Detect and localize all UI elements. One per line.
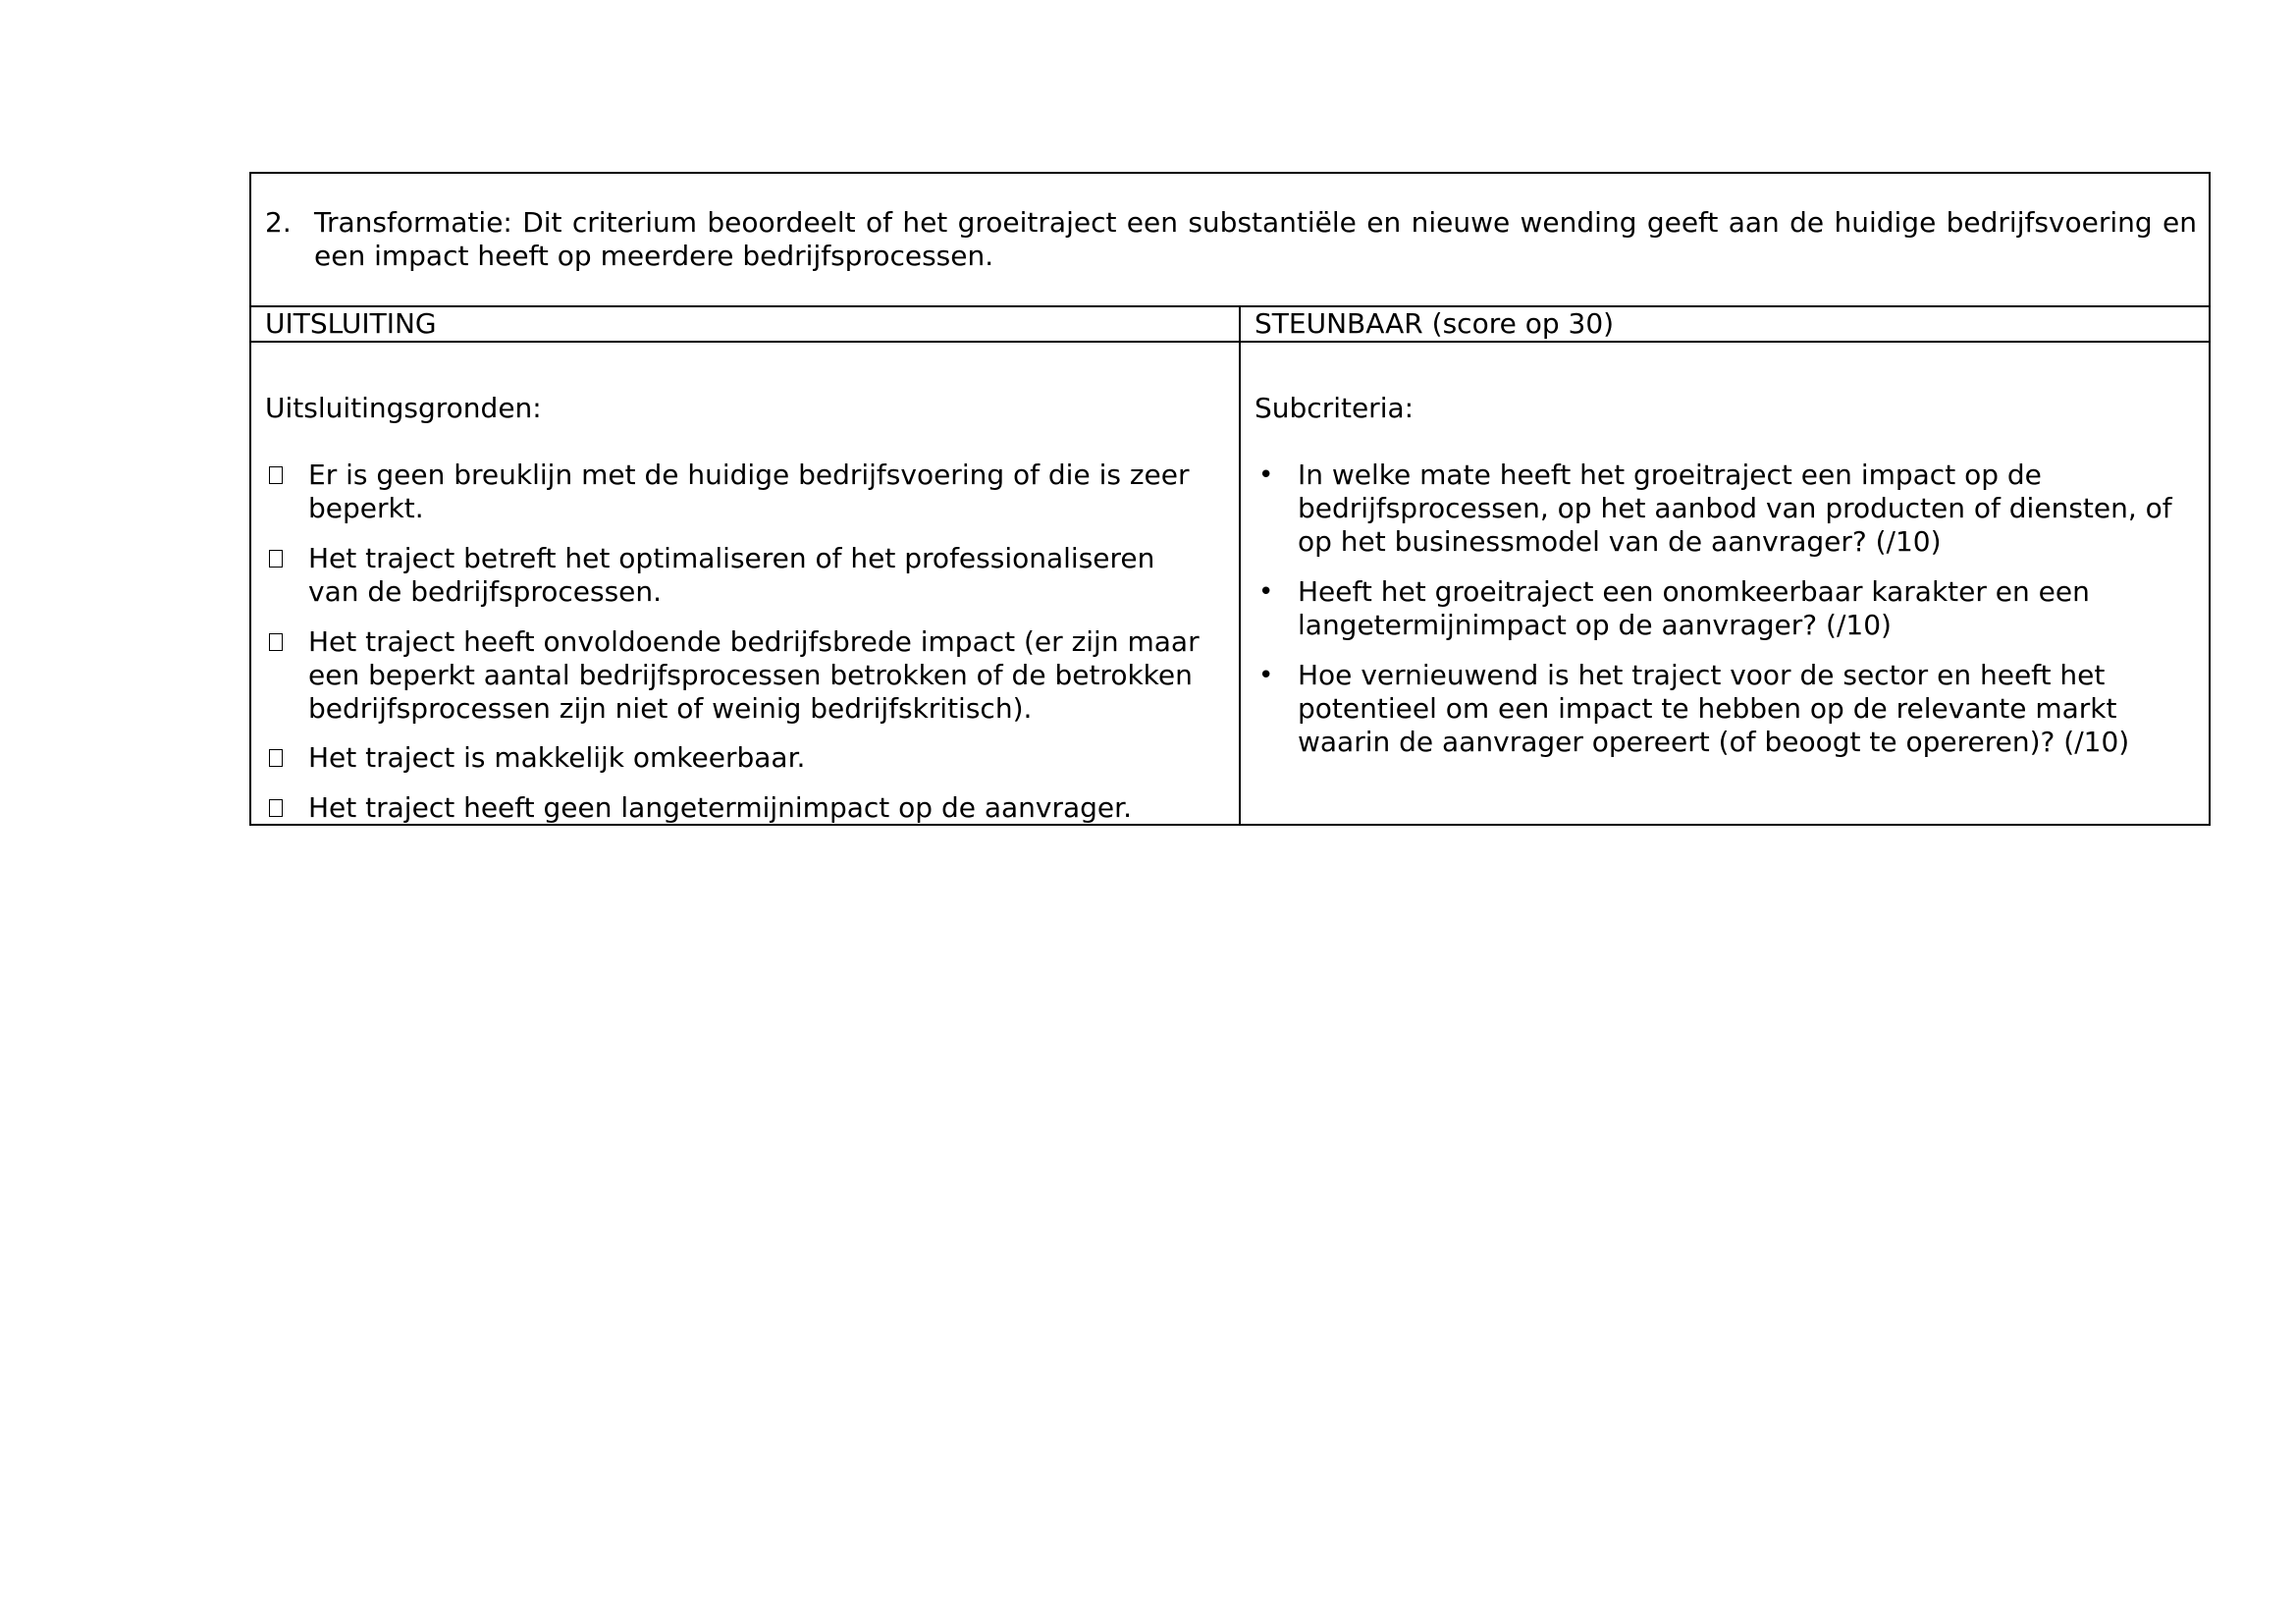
criteria-table xyxy=(249,172,2211,826)
subcriterion-text: Hoe vernieuwend is het traject voor de sector en heeft het potentieel om een impact te hebben op de relevante markt waarin de aanvrager opereert (of beoogt te opereren)? (/10) xyxy=(1298,659,2130,758)
checkbox-icon xyxy=(265,625,283,651)
bullet-icon: • xyxy=(1258,661,1274,690)
subcriterion-text: Heeft het groeitraject een onomkeerbaar karakter en een langetermijnimpact op de aanvrager? (/10) xyxy=(1298,575,2090,641)
supportable-header: STEUNBAAR (score op 30) xyxy=(1255,307,1615,340)
exclusion-item-text: Het traject heeft geen langetermijnimpact op de aanvrager. xyxy=(308,791,1133,824)
bullet-icon: • xyxy=(1258,577,1274,607)
checkbox-icon xyxy=(265,459,283,484)
checkbox-icon xyxy=(265,741,283,767)
exclusion-item-text: Het traject heeft onvoldoende bedrijfsbrede impact (er zijn maar een beperkt aantal bedrijfsprocessen betrokken of de betrokken bedrijfsprocessen zijn niet of weinig bedrijfskritisch). xyxy=(308,625,1200,725)
criterion-description: Transformatie: Dit criterium beoordeelt of het groeitraject een substantiële en nieuwe wending geeft aan de huidige bedrijfsvoering en een impact heeft op meerdere bedrijfsprocessen. xyxy=(314,206,2197,272)
criterion-number: 2. xyxy=(265,206,292,239)
exclusion-item-text: Het traject betreft het optimaliseren of het professionaliseren van de bedrijfsprocessen. xyxy=(308,542,1155,608)
exclusion-item-text: Het traject is makkelijk omkeerbaar. xyxy=(308,741,806,774)
exclusion-heading: Uitsluitingsgronden: xyxy=(265,392,542,424)
checkbox-icon xyxy=(265,791,283,817)
criterion-row xyxy=(251,174,2209,307)
supportable-heading: Subcriteria: xyxy=(1255,392,1415,424)
exclusion-item-text: Er is geen breuklijn met de huidige bedrijfsvoering of die is zeer beperkt. xyxy=(308,459,1190,524)
bullet-icon: • xyxy=(1258,460,1274,490)
column-divider xyxy=(1239,307,1241,826)
column-header-row xyxy=(251,307,2209,343)
exclusion-header: UITSLUITING xyxy=(265,307,437,340)
subcriterion-text: In welke mate heeft het groeitraject een impact op de bedrijfsprocessen, op het aanbod van producten of diensten, of op het businessmodel van de aanvrager? (/10) xyxy=(1298,459,2172,558)
checkbox-icon xyxy=(265,542,283,568)
